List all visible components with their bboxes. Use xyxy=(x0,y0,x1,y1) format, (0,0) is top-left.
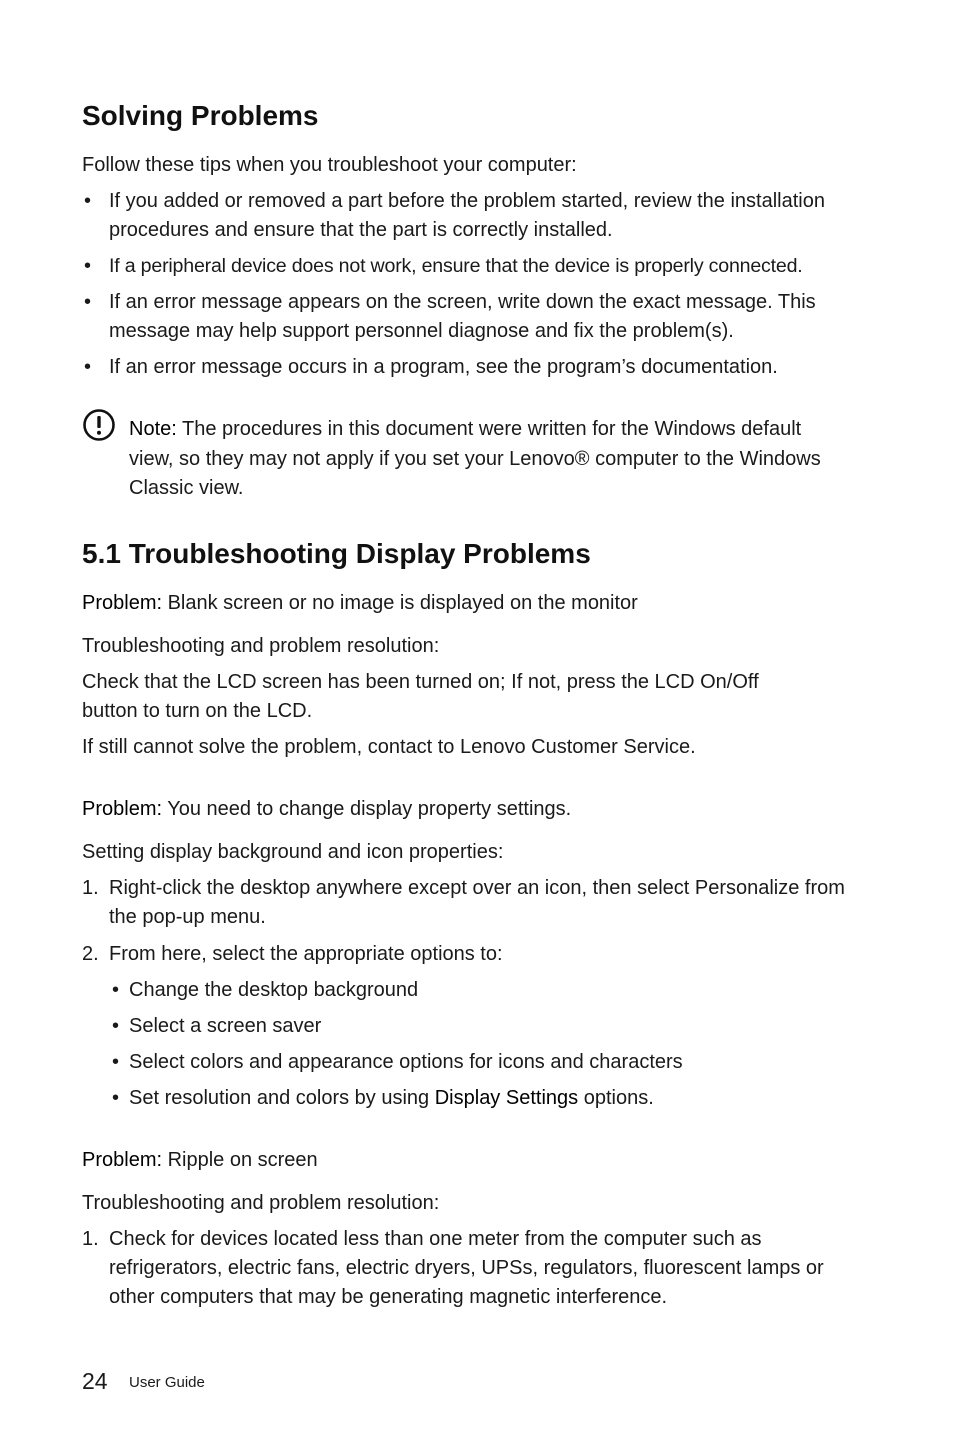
list-item-text: Select colors and appearance options for icons and characters xyxy=(129,1051,683,1073)
problem-label: Problem: xyxy=(82,1149,163,1171)
problem-statement xyxy=(82,589,638,618)
bullet-marker: • xyxy=(84,255,92,277)
resolution-heading: Troubleshooting and problem resolution: xyxy=(82,1192,440,1214)
resolution-paragraph: Check that the LCD screen has been turned on; If not, press the LCD On/Off button to turn on the LCD. xyxy=(82,671,759,722)
list-item-text: If an error message occurs in a program, see the program’s documentation. xyxy=(109,356,778,378)
intro-text: Follow these tips when you troubleshoot your computer: xyxy=(82,154,577,176)
bullet-marker: • xyxy=(84,190,92,212)
problem-statement xyxy=(82,1146,318,1175)
problem-statement xyxy=(82,795,571,824)
bullet-marker: • xyxy=(112,979,120,1001)
section-title-troubleshooting-display: 5.1 Troubleshooting Display Problems xyxy=(82,538,591,569)
bullet-marker: • xyxy=(84,356,92,378)
problem-text: You need to change display property settings. xyxy=(162,798,572,820)
list-item-suffix: options. xyxy=(578,1087,654,1109)
exclamation-icon xyxy=(82,408,116,442)
bullet-marker: • xyxy=(112,1051,120,1073)
list-item-text: Select a screen saver xyxy=(129,1015,322,1037)
section-title-solving-problems: Solving Problems xyxy=(82,100,319,131)
number-marker: 1. xyxy=(82,877,99,899)
resolution-paragraph: If still cannot solve the problem, contact to Lenovo Customer Service. xyxy=(82,736,696,758)
problem-label: Problem: xyxy=(82,798,163,820)
problem-text: Blank screen or no image is displayed on the monitor xyxy=(162,592,638,614)
problem-text: Ripple on screen xyxy=(162,1149,318,1171)
numbered-item-text: From here, select the appropriate options to: xyxy=(109,943,503,965)
note-body: The procedures in this document were written for the Windows default view, so they may not apply if you set your Lenovo® computer to the Windows Classic view. xyxy=(129,418,821,499)
list-item-text: If a peripheral device does not work, ensure that the device is properly connected. xyxy=(109,255,803,277)
note-text xyxy=(129,415,849,504)
display-settings-label: Display Settings xyxy=(434,1087,579,1109)
numbered-item-text: Check for devices located less than one meter from the computer such as refrigerators, electric fans, electric dryers, UPSs, regulators, fluorescent lamps or other computers that may be generating magnetic interference. xyxy=(109,1228,824,1308)
footer-label: User Guide xyxy=(129,1374,205,1391)
settings-heading: Setting display background and icon properties: xyxy=(82,841,504,863)
list-item-prefix: Set resolution and colors by using xyxy=(129,1087,435,1109)
list-item-text: If you added or removed a part before the problem started, review the installation procedures and ensure that the part is correctly installed. xyxy=(109,190,825,241)
bullet-marker: • xyxy=(112,1015,120,1037)
numbered-item-text: Right-click the desktop anywhere except over an icon, then select Personalize from the pop-up menu. xyxy=(109,877,845,928)
resolution-heading: Troubleshooting and problem resolution: xyxy=(82,635,440,657)
list-item-text: Change the desktop background xyxy=(129,979,419,1001)
number-marker: 1. xyxy=(82,1228,99,1250)
list-item-text: If an error message appears on the screen, write down the exact message. This message may help support personnel diagnose and fix the problem(s). xyxy=(109,291,816,342)
note-label: Note: xyxy=(129,418,177,440)
number-marker: 2. xyxy=(82,943,99,965)
page-number: 24 xyxy=(82,1368,108,1394)
list-item-text xyxy=(129,1084,829,1113)
problem-label: Problem: xyxy=(82,592,163,614)
bullet-marker: • xyxy=(112,1087,120,1109)
bullet-marker: • xyxy=(84,291,92,313)
